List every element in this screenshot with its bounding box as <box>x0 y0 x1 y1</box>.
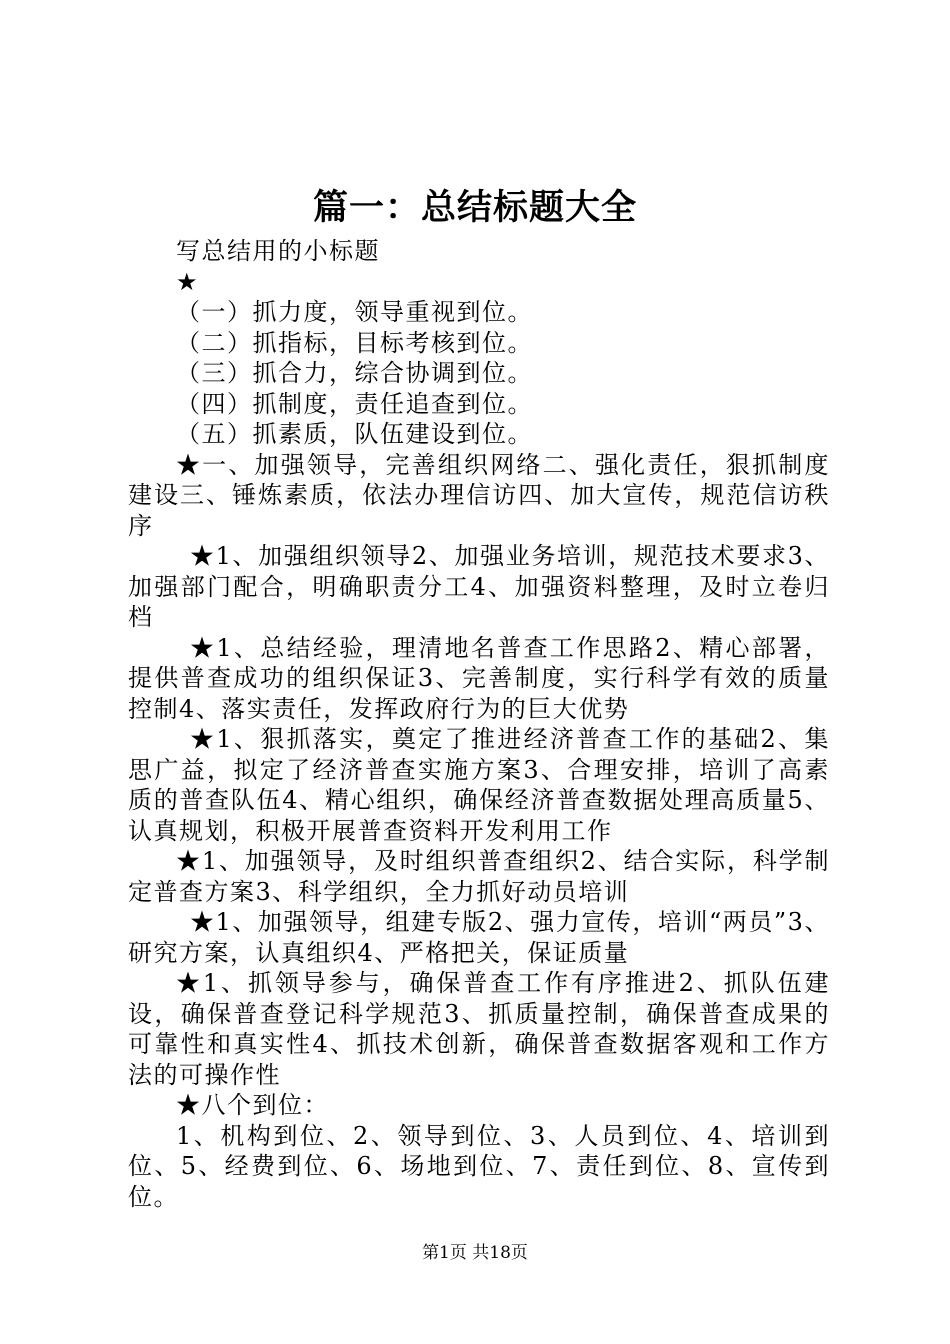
page-number-footer: 第1页 共18页 <box>422 1243 528 1263</box>
paragraph: ★八个到位： <box>176 1091 329 1119</box>
paragraph: ★ <box>176 267 200 296</box>
paragraph: ★1、总结经验，理清地名普查工作思路2、精心部署，提供普查成功的组织保证3、完善制度，实行科学有效的质量控制4、落实责任，发挥政府行为的巨大优势 <box>128 633 830 723</box>
paragraph: （一）抓力度，领导重视到位。 <box>176 298 533 326</box>
document-title: 篇一：总结标题大全 <box>312 187 637 228</box>
paragraph: ★1、加强组织领导2、加强业务培训，规范技术要求3、加强部门配合，明确职责分工4、加强资料整理，及时立卷归档 <box>128 542 830 631</box>
paragraph: （五）抓素质，队伍建设到位。 <box>176 420 533 448</box>
paragraph: （二）抓指标，目标考核到位。 <box>176 328 533 357</box>
paragraph: 写总结用的小标题 <box>176 237 380 265</box>
paragraph: ★1、加强领导，组建专版2、强力宣传，培训“两员”3、研究方案，认真组织4、严格把关，保证质量 <box>128 908 830 967</box>
paragraph: ★1、抓领导参与，确保普查工作有序推进2、抓队伍建设，确保普查登记科学规范3、抓质量控制，确保普查成果的可靠性和真实性4、抓技术创新，确保普查数据客观和工作方法的可操作性 <box>128 969 830 1089</box>
paragraph: 1、机构到位、2、领导到位、3、人员到位、4、培训到位、5、经费到位、6、场地到位、7、责任到位、8、宣传到位。 <box>128 1121 830 1211</box>
paragraph: （四）抓制度，责任追查到位。 <box>176 389 533 418</box>
paragraph: ★1、狠抓落实，奠定了推进经济普查工作的基础2、集思广益，拟定了经济普查实施方案3、合理安排，培训了高素质的普查队伍4、精心组织，确保经济普查数据处理高质量5、认真规划，积极开展普查资料开发利用工作 <box>128 725 830 845</box>
document-body <box>128 236 830 1212</box>
paragraph: ★一、加强领导，完善组织网络二、强化责任，狠抓制度建设三、锤炼素质，依法办理信访四、加大宣传，规范信访秩序 <box>128 450 830 540</box>
paragraph: ★1、加强领导，及时组织普查组织2、结合实际，科学制定普查方案3、科学组织，全力抓好动员培训 <box>128 847 830 906</box>
paragraph: （三）抓合力，综合协调到位。 <box>176 359 533 387</box>
